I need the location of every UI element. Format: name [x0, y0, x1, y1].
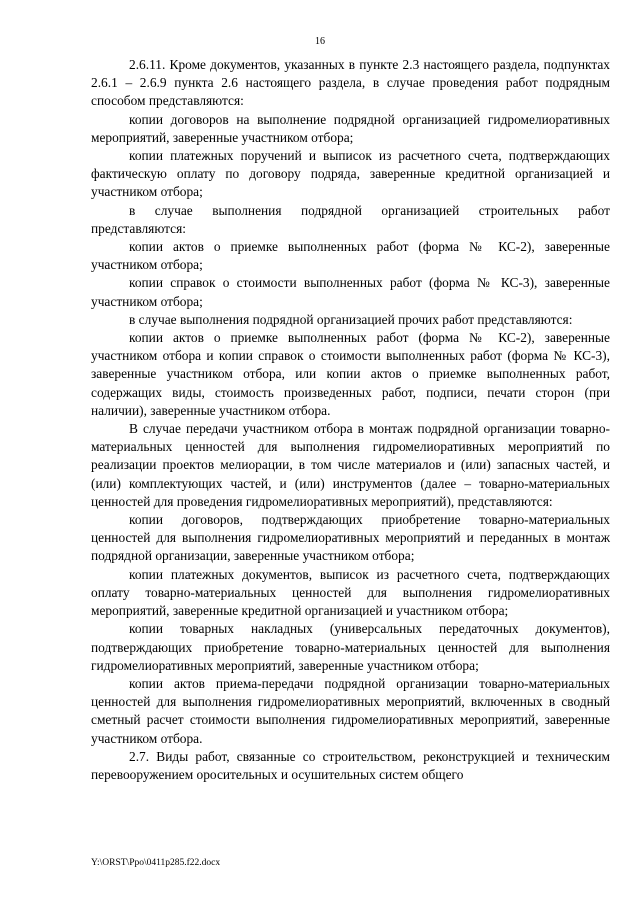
paragraph-materials-payments: копии платежных документов, выписок из расчетного счета, подтверждающих оплату товарно-материальных ценностей для выполнения гидромелиоративных мероприятий, заверенные кредитной организацией и участником отбора;	[91, 566, 610, 619]
page-number: 16	[315, 36, 325, 47]
footer-file-path: Y:\ORST\Ppo\0411p285.f22.docx	[91, 858, 221, 868]
paragraph-acts-copies: копии актов о приемке выполненных работ (форма № КС-2), заверенные участником отбора и копии справок о стоимости выполненных работ (форма № КС-3), заверенные участником отбора, или копии актов о приемке выполненных работ, содержащих виды, стоимость произведенных работ, подписи, печати сторон (при наличии), заверенные участником отбора.	[91, 330, 610, 418]
paragraph-2-7: 2.7. Виды работ, связанные со строительством, реконструкцией и техническим перевооружением оросительных и осушительных систем общего	[91, 748, 610, 782]
paragraph-materials-contracts: копии договоров, подтверждающих приобретение товарно-материальных ценностей для выполнения гидромелиоративных мероприятий и переданных в монтаж подрядной организации, заверенные участником отбора;	[91, 512, 610, 564]
paragraph-ks3-copies: копии справок о стоимости выполненных работ (форма № КС-3), заверенные участником отбора;	[91, 275, 610, 309]
paragraph-invoices: копии товарных накладных (универсальных передаточных документов), подтверждающих приобретение товарно-материальных ценностей для выполнения гидромелиоративных мероприятий, заверенные участником отбора;	[91, 621, 610, 673]
paragraph-transfer-acts: копии актов приема-передачи подрядной организации товарно-материальных ценностей для выполнения гидромелиоративных мероприятий, включенных в сводный сметный расчет стоимости выполнения гидромелиоративных мероприятий, заверенные участником отбора.	[91, 675, 610, 746]
document-body	[91, 56, 610, 784]
paragraph-other-works-case: в случае выполнения подрядной организацией прочих работ представляются:	[129, 311, 573, 327]
paragraph-2-6-11: 2.6.11. Кроме документов, указанных в пункте 2.3 настоящего раздела, подпунктах 2.6.1 – 2.6.9 пункта 2.6 настоящего раздела, в случае проведения работ подрядным способом представляются:	[91, 57, 610, 109]
paragraph-construction-case: в случае выполнения подрядной организацией строительных работ представляются:	[91, 202, 610, 236]
paragraph-ks2-copies: копии актов о приемке выполненных работ (форма № КС-2), заверенные участником отбора;	[91, 239, 610, 273]
paragraph-contract-copies: копии договоров на выполнение подрядной организацией гидромелиоративных мероприятий, заверенные участником отбора;	[91, 111, 610, 145]
paragraph-payment-copies: копии платежных поручений и выписок из расчетного счета, подтверждающих фактическую оплату по договору подряда, заверенные кредитной организацией и участником отбора;	[91, 148, 610, 200]
paragraph-materials-case: В случае передачи участником отбора в монтаж подрядной организации товарно-материальных ценностей для выполнения гидромелиоративных мероприятий по реализации проектов мелиорации, в том числе материалов и (или) запасных частей, и (или) комплектующих частей, и (или) инструментов (далее – товарно-материальных ценностей для проведения гидромелиоративных мероприятий), представляются:	[91, 421, 610, 509]
